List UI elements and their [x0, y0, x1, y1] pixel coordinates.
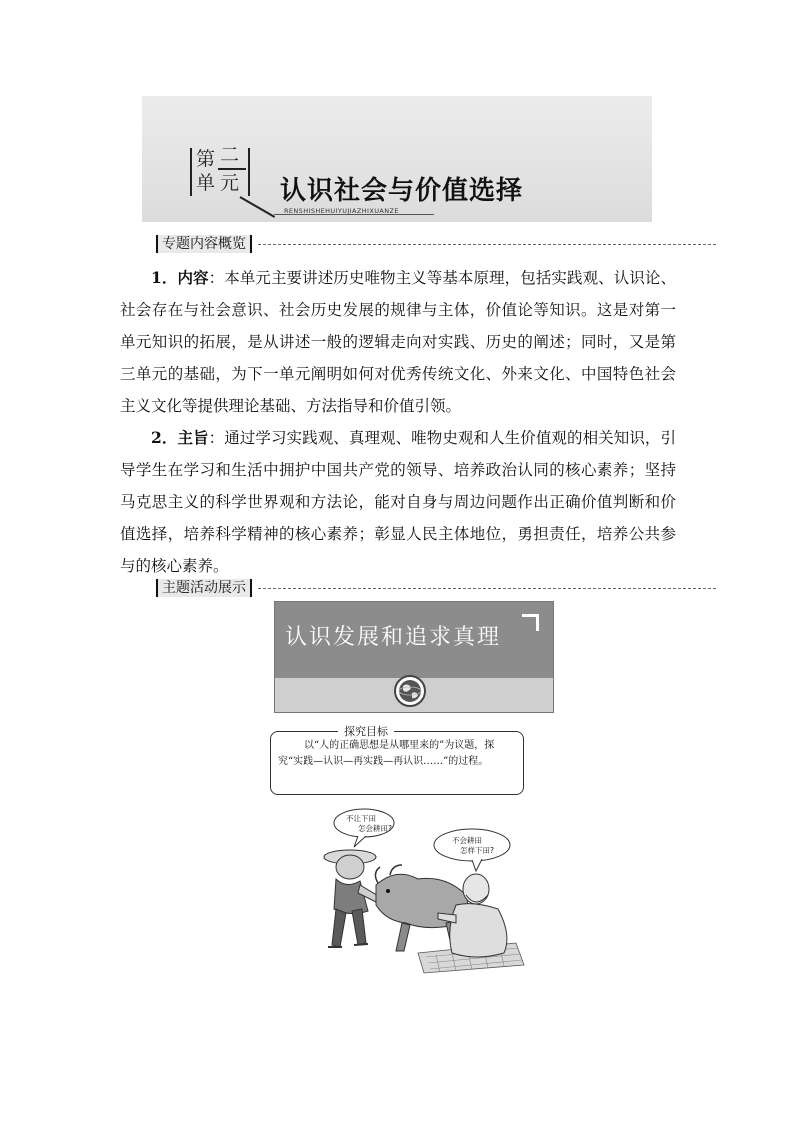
speech-bubble-right — [434, 829, 510, 871]
speech-bubble-left-line: 怎会耕田? — [358, 824, 392, 833]
farming-cartoon — [306, 805, 528, 975]
section-activity-header — [156, 578, 716, 598]
speech-bubble-right-line: 怎样下田? — [460, 846, 494, 855]
paragraph-lead: 1．内容 — [151, 268, 209, 287]
corner-mark-icon — [522, 614, 539, 631]
section-divider — [258, 588, 716, 589]
unit-ordinal-char: 单 — [196, 172, 216, 194]
topic-banner — [274, 601, 554, 713]
unit-ordinal-char: 第 — [196, 148, 216, 170]
section-divider — [258, 244, 716, 245]
unit-title: 认识社会与价值选择 — [280, 176, 524, 206]
topic-title: 认识发展和追求真理 — [285, 625, 502, 650]
farmer-figure — [324, 850, 380, 947]
inquiry-text: 以“人的正确思想是从哪里来的”为议题，探究“实践—认识—再实践—再认识……”的过程。 — [278, 740, 495, 767]
section-overview-header — [156, 234, 716, 254]
paragraph-content — [120, 262, 676, 422]
speech-bubble-left-line: 不让下田 — [346, 814, 376, 823]
unit-ordinal-char: 元 — [220, 172, 240, 194]
unit-ordinal — [190, 144, 250, 194]
unit-pinyin: RENSHISHEHUIYUJIAZHIXUANZE — [284, 207, 399, 215]
section-activity-label: 主题活动展示 — [156, 579, 252, 597]
paragraph-aim — [120, 422, 676, 582]
section-overview-label: 专题内容概览 — [156, 235, 252, 253]
paragraph-lead: 2．主旨 — [151, 428, 209, 447]
paragraph-text: ：本单元主要讲述历史唯物主义等基本原理，包括实践观、认识论、社会存在与社会意识、社会历史发展的规律与主体，价值论等知识。这是对第一单元知识的拓展，是从讲述一般的逻辑走向对实践、历史的阐述；同时，又是第三单元的基础，为下一单元阐明如何对优秀传统文化、外来文化、中国特色社会主义文化等提供理论基础、方法指导和价值引领。 — [120, 269, 676, 415]
globe-icon — [393, 674, 427, 708]
paragraph-text: ：通过学习实践观、真理观、唯物史观和人生价值观的相关知识，引导学生在学习和生活中拥护中国共产党的领导、培养政治认同的核心素养；坚持马克思主义的科学世界观和方法论，能对自身与周边问题作出正确价值判断和价值选择，培养科学精神的核心素养；彰显人民主体地位，勇担责任，培养公共参与的核心素养。 — [120, 429, 676, 575]
unit-ordinal-char: 二 — [220, 144, 240, 166]
speech-bubble-left — [334, 809, 394, 847]
inquiry-label: 探究目标 — [338, 723, 394, 739]
speech-bubble-right-line: 不会耕田 — [452, 836, 482, 845]
